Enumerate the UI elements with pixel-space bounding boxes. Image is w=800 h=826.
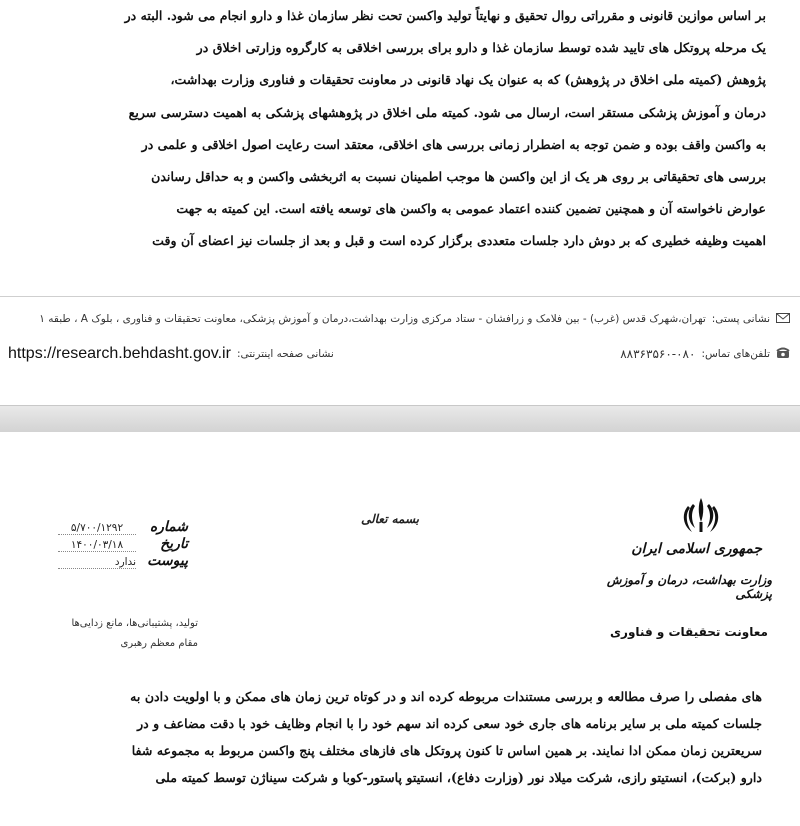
brand-department: معاونت تحقیقات و فناوری — [610, 625, 768, 639]
bismillah-heading: بسمه تعالی — [360, 512, 420, 526]
body-line: سریعترین زمان ممکن ادا نمایند. بر همین اساس تا کنون پروتکل های فازهای مختلف پنج واکسن مربوط به مجموعه شفا — [131, 743, 762, 758]
body-paragraph — [34, 683, 762, 791]
footer-address-row — [8, 308, 790, 330]
number-label: شماره — [149, 519, 188, 535]
body-line: دارو (برکت)، انستیتو رازی، شرکت میلاد نور (وزارت دفاع)، انستیتو پاستور-کوبا و شرکت سیناژن توسط کمیته ملی — [155, 770, 762, 785]
number-value: ۵/۷۰۰/۱۲۹۲ — [58, 522, 136, 535]
leader-quote — [38, 614, 198, 654]
phone-number: ۸۸۳۶۳۵۶۰-۰۸۰ — [620, 347, 696, 361]
body-paragraph — [36, 0, 766, 258]
body-line: جلسات کمیته ملی بر سایر برنامه های جاری خود سعی کرده اند سهم خود را با انجام وظایف خود با دقت مضاعف و در — [137, 716, 762, 731]
body-line: عوارض ناخواسته آن و همچنین تضمین کننده اعتماد عمومی به واکسن های توسعه یافته است. این کمیته به جهت — [176, 201, 766, 217]
letter-meta — [58, 518, 188, 569]
body-line: درمان و آموزش پزشکی مستقر است، ارسال می شود. کمیته ملی اخلاق در پژوهشهای پزشکی به اهمیت دسترسی سریع — [128, 104, 766, 120]
website-label: نشانی صفحه اینترنتی: — [236, 348, 334, 360]
phone-group — [620, 347, 790, 362]
attachment-value: ندارد — [58, 556, 136, 569]
phone-label: تلفن‌های تماس: — [701, 348, 770, 360]
meta-attachment-row — [58, 552, 188, 569]
attachment-label: پیوست — [147, 553, 188, 569]
brand-title: جمهوری اسلامی ایران — [631, 541, 762, 557]
envelope-icon — [776, 313, 790, 326]
body-line: یک مرحله پروتکل های تایید شده توسط سازمان غذا و دارو برای بررسی اخلاقی به کارگروه وزارتی اخلاق در — [196, 40, 766, 56]
iran-emblem-icon — [678, 492, 724, 538]
website-link[interactable]: https://research.behdasht.gov.ir — [8, 345, 231, 362]
telephone-icon — [776, 347, 790, 362]
brand-ministry: وزارت بهداشت، درمان و آموزش پزشکی — [606, 573, 772, 601]
footer-divider — [0, 296, 800, 297]
meta-number-row — [58, 518, 188, 535]
body-line: های مفصلی را صرف مطالعه و بررسی مستندات مربوطه کرده اند و در کوتاه ترین زمان های ممکن و با اولویت دادن به — [130, 689, 762, 704]
body-line: بر اساس موازین قانونی و مقرراتی روال تحقیق و نهایتاً تولید واکسن تحت نظر سازمان غذا و دارو انجام می شود. البته در — [124, 8, 766, 23]
date-label: تاریخ — [160, 536, 188, 552]
address-label: نشانی پستی: — [711, 313, 770, 325]
page-separator — [0, 405, 800, 434]
address-text: تهران،شهرک قدس (غرب) - بین فلامک و زرافشان - ستاد مرکزی وزارت بهداشت،درمان و آموزش پزشکی، معاونت تحقیقات و فناوری ، بلوک A ، طبقه ۱ — [39, 313, 706, 325]
date-value: ۱۴۰۰/۰۳/۱۸ — [58, 539, 136, 552]
body-line: بررسی های تحقیقاتی بر روی هر یک از این واکسن ها موجب اطمینان نسبت به اثربخشی واکسن و به حداقل رساندن — [151, 168, 766, 184]
meta-date-row — [58, 535, 188, 552]
document-page-1 — [0, 0, 800, 405]
body-line: به واکسن واقف بوده و ضمن توجه به اضطرار زمانی بررسی های اخلاقی، معتقد است رعایت اصول اخلاقی و علمی در — [141, 136, 766, 152]
website-group — [8, 345, 334, 363]
quote-author: مقام معظم رهبری — [120, 638, 198, 649]
body-line: اهمیت وظیفه خطیری که بر دوش دارد جلسات متعددی برگزار کرده است و قبل و بعد از جلسات نیز اعضای آن وقت — [152, 233, 766, 249]
quote-text: تولید، پشتیبانی‌ها، مانع زدایی‌ها — [71, 618, 198, 629]
footer-contact-row — [8, 342, 790, 366]
body-line: پژوهش (کمیته ملی اخلاق در پژوهش) که به عنوان یک نهاد قانونی در معاونت تحقیقات و فناوری وزارت بهداشت، — [170, 72, 766, 88]
